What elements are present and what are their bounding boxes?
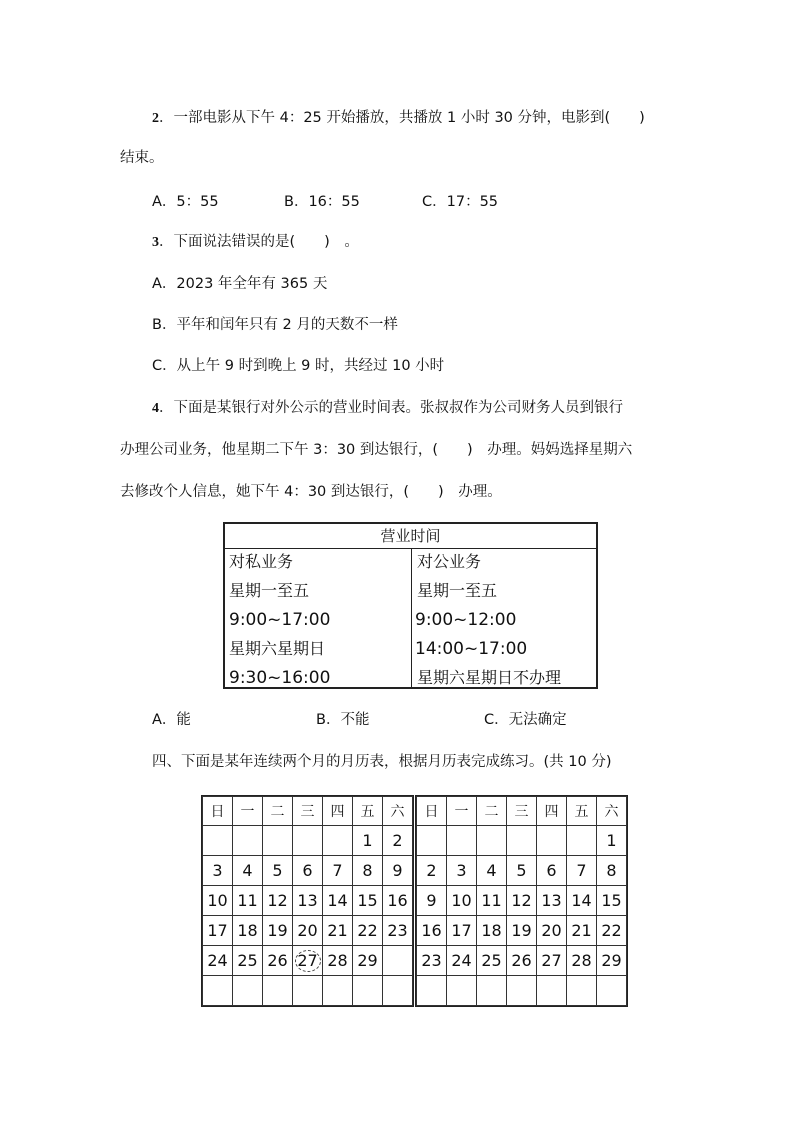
month1-day-cell	[263, 976, 293, 1006]
month2-day-cell	[417, 826, 447, 856]
month2-day-cell: 4	[477, 856, 507, 886]
corporate-morning-hours: 9:00~12:00	[415, 610, 517, 630]
month1-day-cell: 4	[233, 856, 263, 886]
q2-text-line1: ．一部电影从下午 4：25 开始播放，共播放 1 小时 30 分钟，电影到( )	[159, 110, 645, 126]
month1-day-cell: 26	[263, 946, 293, 976]
q4-line1	[152, 398, 623, 419]
month1-day-cell	[353, 976, 383, 1006]
month2-week-row	[417, 886, 627, 916]
month2-day-cell: 10	[447, 886, 477, 916]
month2-day-cell: 22	[597, 916, 627, 946]
month2-day-cell: 19	[507, 916, 537, 946]
q4-line3: 去修改个人信息，她下午 4：30 到达银行，( ) 办理。	[120, 484, 502, 500]
month2-day-cell: 23	[417, 946, 447, 976]
month1-week-row	[203, 826, 413, 856]
month2-weekday-6: 六	[597, 797, 627, 826]
month2-day-cell: 6	[537, 856, 567, 886]
month2-day-cell	[567, 826, 597, 856]
month1-day-cell	[293, 946, 323, 976]
month2-weekday-1: 一	[447, 797, 477, 826]
month1-day-cell: 23	[383, 916, 413, 946]
month2-weekday-3: 三	[507, 797, 537, 826]
private-weekday-hours: 9:00~17:00	[229, 610, 331, 630]
q4-option-c: C．无法确定	[484, 712, 567, 728]
month2-weekday-row	[417, 797, 627, 826]
q3-option-b: B．平年和闰年只有 2 月的天数不一样	[152, 317, 398, 333]
month2-day-cell: 2	[417, 856, 447, 886]
month1-weekday-1: 一	[233, 797, 263, 826]
month1-week-row	[203, 946, 413, 976]
month1-day-cell: 28	[323, 946, 353, 976]
month1-day-cell: 10	[203, 886, 233, 916]
month2-day-cell: 1	[597, 826, 627, 856]
month1-day-cell: 14	[323, 886, 353, 916]
month1-weekday-2: 二	[263, 797, 293, 826]
month2-day-cell: 9	[417, 886, 447, 916]
month1-day-cell	[323, 826, 353, 856]
q2-option-c: C．17：55	[422, 194, 499, 210]
month2-day-cell: 5	[507, 856, 537, 886]
month2-week-row	[417, 826, 627, 856]
month1-week-row	[203, 976, 413, 1006]
month2-day-cell: 13	[537, 886, 567, 916]
month2-weekday-5: 五	[567, 797, 597, 826]
circled-date: 27	[295, 950, 321, 972]
q2-line1	[152, 108, 645, 129]
month1-day-cell: 5	[263, 856, 293, 886]
month2-week-row	[417, 916, 627, 946]
calendar-month-1	[201, 795, 414, 1007]
corporate-afternoon-hours: 14:00~17:00	[415, 639, 528, 659]
month2-week-row	[417, 856, 627, 886]
month2-week-row	[417, 946, 627, 976]
month1-day-cell	[323, 976, 353, 1006]
month2-day-cell	[507, 976, 537, 1006]
month2-day-cell: 24	[447, 946, 477, 976]
month1-day-cell: 25	[233, 946, 263, 976]
month1-weekday-row	[203, 797, 413, 826]
month1-day-cell: 15	[353, 886, 383, 916]
hours-table-title: 营业时间	[225, 524, 596, 549]
month2-day-cell	[507, 826, 537, 856]
month1-day-cell	[293, 826, 323, 856]
hours-table-divider	[411, 548, 412, 687]
month1-day-cell	[383, 946, 413, 976]
month1-week-row	[203, 856, 413, 886]
month2-day-cell: 11	[477, 886, 507, 916]
month2-day-cell: 7	[567, 856, 597, 886]
month1-weekday-3: 三	[293, 797, 323, 826]
private-weekend-label: 星期六星期日	[229, 639, 326, 658]
month2-day-cell: 14	[567, 886, 597, 916]
section4-heading: 四、下面是某年连续两个月的月历表，根据月历表完成练习。(共 10 分)	[152, 754, 612, 770]
month1-day-cell: 11	[233, 886, 263, 916]
month1-weekday-5: 五	[353, 797, 383, 826]
month2-week-row	[417, 976, 627, 1006]
month2-day-cell: 18	[477, 916, 507, 946]
month1-day-cell	[233, 976, 263, 1006]
q2-option-a: A．5：55	[152, 194, 219, 210]
month1-day-cell	[293, 976, 323, 1006]
month2-day-cell	[447, 826, 477, 856]
q4-number: 4	[152, 401, 159, 416]
month2-day-cell: 29	[597, 946, 627, 976]
month1-day-cell: 22	[353, 916, 383, 946]
month1-weekday-0: 日	[203, 797, 233, 826]
month2-day-cell	[447, 976, 477, 1006]
month1-day-cell	[203, 976, 233, 1006]
private-business-header: 对私业务	[229, 552, 294, 571]
month1-day-cell	[203, 826, 233, 856]
month1-day-cell: 19	[263, 916, 293, 946]
private-weekday-label: 星期一至五	[229, 581, 310, 600]
q3-number: 3	[152, 235, 159, 250]
month1-day-cell: 29	[353, 946, 383, 976]
month2-day-cell: 25	[477, 946, 507, 976]
q2-line2: 结束。	[120, 150, 164, 166]
month1-day-cell: 17	[203, 916, 233, 946]
month1-day-cell	[383, 976, 413, 1006]
month1-weekday-4: 四	[323, 797, 353, 826]
month1-day-cell: 1	[353, 826, 383, 856]
month2-day-cell: 21	[567, 916, 597, 946]
month2-day-cell	[417, 976, 447, 1006]
month2-day-cell: 17	[447, 916, 477, 946]
month2-day-cell	[477, 976, 507, 1006]
month1-day-cell: 18	[233, 916, 263, 946]
month1-week-row	[203, 916, 413, 946]
q4-option-a: A．能	[152, 712, 191, 728]
month1-day-cell: 16	[383, 886, 413, 916]
month2-day-cell	[537, 826, 567, 856]
corporate-weekend-note: 星期六星期日不办理	[417, 668, 562, 687]
month2-day-cell	[477, 826, 507, 856]
q3-text: ．下面说法错误的是( ) 。	[159, 234, 359, 250]
month1-day-cell	[263, 826, 293, 856]
month1-day-cell: 24	[203, 946, 233, 976]
month2-day-cell	[597, 976, 627, 1006]
month2-day-cell: 15	[597, 886, 627, 916]
q2-number: 2	[152, 111, 159, 126]
month2-day-cell: 3	[447, 856, 477, 886]
month2-weekday-4: 四	[537, 797, 567, 826]
q3-stem	[152, 232, 359, 253]
month2-day-cell: 16	[417, 916, 447, 946]
month1-day-cell: 2	[383, 826, 413, 856]
month1-day-cell: 12	[263, 886, 293, 916]
month2-day-cell	[567, 976, 597, 1006]
corporate-business-header: 对公业务	[417, 552, 482, 571]
month2-day-cell: 28	[567, 946, 597, 976]
q4-option-b: B．不能	[316, 712, 370, 728]
private-weekend-hours: 9:30~16:00	[229, 668, 331, 688]
month1-day-cell: 21	[323, 916, 353, 946]
month1-day-cell: 8	[353, 856, 383, 886]
month1-day-cell: 9	[383, 856, 413, 886]
q4-text-line1: ．下面是某银行对外公示的营业时间表。张叔叔作为公司财务人员到银行	[159, 400, 623, 416]
business-hours-table	[223, 522, 598, 689]
month2-day-cell	[537, 976, 567, 1006]
q4-line2: 办理公司业务，他星期二下午 3：30 到达银行，( ) 办理。妈妈选择星期六	[120, 442, 633, 458]
month1-day-cell: 7	[323, 856, 353, 886]
month2-day-cell: 27	[537, 946, 567, 976]
q2-option-b: B．16：55	[284, 194, 360, 210]
q3-option-a: A．2023 年全年有 365 天	[152, 276, 328, 292]
month2-weekday-0: 日	[417, 797, 447, 826]
month2-day-cell: 8	[597, 856, 627, 886]
month1-day-cell: 3	[203, 856, 233, 886]
corporate-weekday-label: 星期一至五	[417, 581, 498, 600]
month1-day-cell	[233, 826, 263, 856]
month2-day-cell: 20	[537, 916, 567, 946]
month1-day-cell: 6	[293, 856, 323, 886]
month1-week-row	[203, 886, 413, 916]
month2-day-cell: 12	[507, 886, 537, 916]
month2-weekday-2: 二	[477, 797, 507, 826]
month1-weekday-6: 六	[383, 797, 413, 826]
q3-option-c: C．从上午 9 时到晚上 9 时，共经过 10 小时	[152, 358, 445, 374]
month2-day-cell: 26	[507, 946, 537, 976]
calendar-month-2	[415, 795, 628, 1007]
month1-day-cell: 13	[293, 886, 323, 916]
month1-day-cell: 20	[293, 916, 323, 946]
